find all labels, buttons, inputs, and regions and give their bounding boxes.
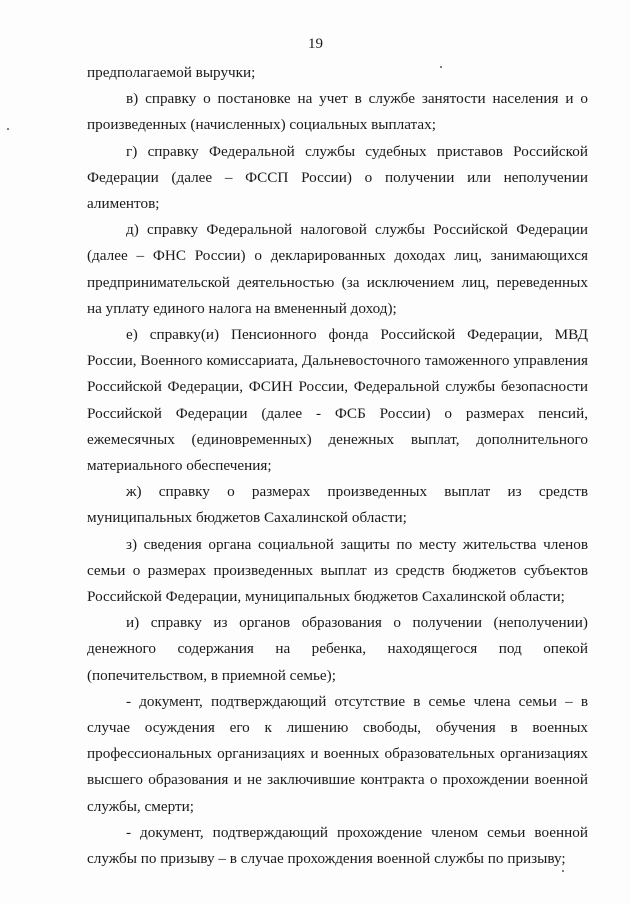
page-number: 19 <box>308 36 323 52</box>
document-body <box>87 60 588 872</box>
paragraph-item-e: е) справку(и) Пенсионного фонда Российской Федерации, МВД России, Военного комиссариата, Дальневосточного таможенного управления Российской Федерации, ФСИН России, Федеральной службы безопасности Российской Федерации (далее - ФСБ России) о размерах пенсий, ежемесячных (единовременных) денежных выплат, дополнительного материального обеспечения; <box>87 326 588 475</box>
paragraph-dash-absence: - документ, подтверждающий отсутствие в семье члена семьи – в случае осуждения его к лишению свободы, обучения в военных профессиональных организациях и военных образовательных организациях высшего образования и не заключившие контракта о прохождении военной службы, смерти; <box>87 692 588 815</box>
scan-speck <box>7 128 9 130</box>
paragraph-item-zh: ж) справку о размерах произведенных выплат из средств муниципальных бюджетов Сахалинской области; <box>87 483 588 527</box>
scan-speck <box>440 66 442 68</box>
paragraph-item-d: д) справку Федеральной налоговой службы Российской Федерации (далее – ФНС России) о декларированных доходах лиц, занимающихся предпринимательской деятельностью (за исключением лиц, переведенных на уплату единого налога на вмененный доход); <box>87 221 588 317</box>
scan-speck <box>562 870 564 872</box>
paragraph-dash-military: - документ, подтверждающий прохождение членом семьи военной службы по призыву – в случае прохождения военной службы по призыву; <box>87 823 588 868</box>
paragraph-item-i: и) справку из органов образования о получении (неполучении) денежного содержания на ребенка, находящегося под опекой (попечительством, в приемной семье); <box>87 614 588 684</box>
paragraph-item-v: в) справку о постановке на учет в службе занятости населения и о произведенных (начисленных) социальных выплатах; <box>87 90 588 134</box>
paragraph-item-g: г) справку Федеральной службы судебных приставов Российской Федерации (далее – ФССП России) о получении или неполучении алиментов; <box>87 142 588 213</box>
paragraph-continuation: предполагаемой выручки; <box>87 64 256 81</box>
paragraph-item-z: з) сведения органа социальной защиты по месту жительства членов семьи о размерах произведенных выплат из средств бюджетов субъектов Российской Федерации, муниципальных бюджетов Сахалинской области; <box>87 535 588 606</box>
